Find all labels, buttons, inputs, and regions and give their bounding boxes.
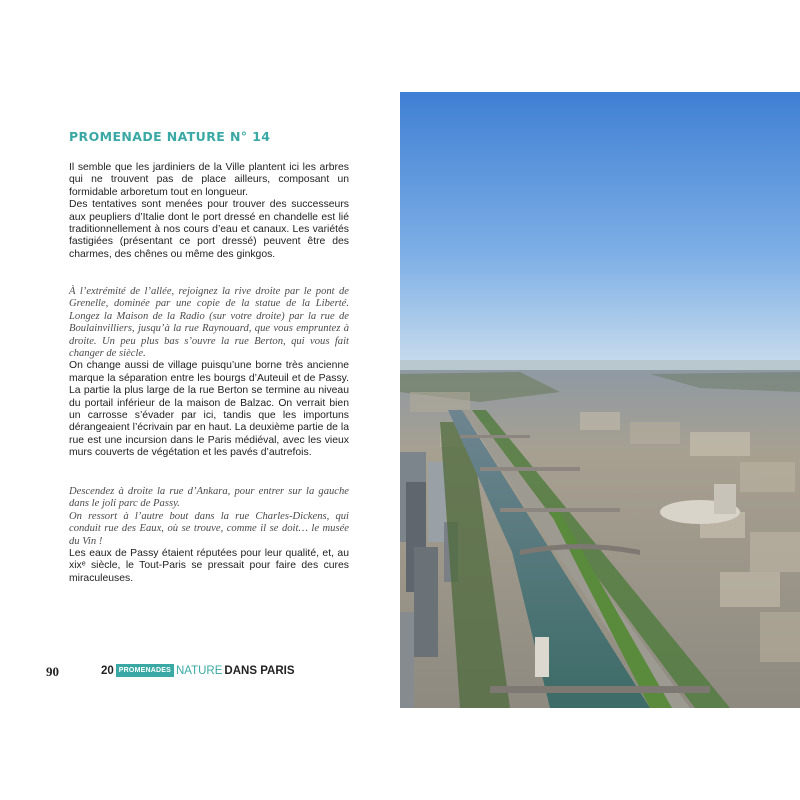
series-rest: DANS PARIS <box>224 664 295 677</box>
series-badge: PROMENADES <box>116 664 174 677</box>
itinerary-paragraph: On ressort à l’autre bout dans la rue Charles-Dickens, qui conduit rue des Eaux, où se trouve, comme il se doit… le musée du Vin ! <box>69 510 349 547</box>
intro-text-block <box>69 162 349 261</box>
page-footer <box>0 664 400 680</box>
itinerary-text-block <box>69 486 349 585</box>
series-nature: NATURE <box>175 664 223 677</box>
paragraph: Les eaux de Passy étaient réputées pour leur qualité, et, au xixᵉ siècle, le Tout-Paris se pressait pour faire des cures miraculeuses. <box>69 548 349 584</box>
aerial-photo-illustration <box>400 92 800 708</box>
itinerary-paragraph: À l’extrémité de l’allée, rejoignez la rive droite par le pont de Grenelle, dominée par une copie de la statue de la Liberté. Longez la Maison de la Radio (sur votre droite) par la rue de Boulainvilliers, jusqu’à la rue Raynouard, que vous empruntez à droite. Un peu plus bas s’ouvre la rue Berton, qui vous fait changer de siècle. <box>69 286 349 360</box>
sky <box>400 92 800 367</box>
paragraph: Des tentatives sont menées pour trouver des successeurs aux peupliers d’Italie dont le port dressé en chandelle est lié traditionnellement à nos cours d’eau et canaux. Les variétés fastigiées (présentant ce port dressé) peuvent être des charmes, des chênes ou même des ginkgos. <box>69 199 349 260</box>
book-series-title <box>101 664 295 677</box>
aerial-photo-seine <box>400 92 800 708</box>
page-number: 90 <box>46 664 59 679</box>
section-title: PROMENADE NATURE N° 14 <box>69 129 271 144</box>
itinerary-paragraph: Descendez à droite la rue d’Ankara, pour entrer sur la gauche dans le joli parc de Passy. <box>69 486 349 510</box>
series-number: 20 <box>101 664 114 677</box>
paragraph: On change aussi de village puisqu’une borne très ancienne marque la séparation entre les bourgs d’Auteuil et de Passy. La partie la plus large de la rue Berton se termine au niveau du portail inférieur de la maison de Balzac. On verrait bien un carrosse s’évader par ici, tandis que les importuns dérangeaient l’écrivain par en haut. La deuxième partie de la rue est une incursion dans le Paris médiéval, avec les vieux murs couverts de végétation et les pavés d’autrefois. <box>69 360 349 459</box>
building-tower <box>714 484 736 514</box>
moored-boats <box>535 637 549 677</box>
paragraph: Il semble que les jardiniers de la Ville plantent ici les arbres qui ne trouvent pas de place ailleurs, composant un formidable arboretum tout en longueur. <box>69 162 349 198</box>
itinerary-text-block <box>69 286 349 460</box>
